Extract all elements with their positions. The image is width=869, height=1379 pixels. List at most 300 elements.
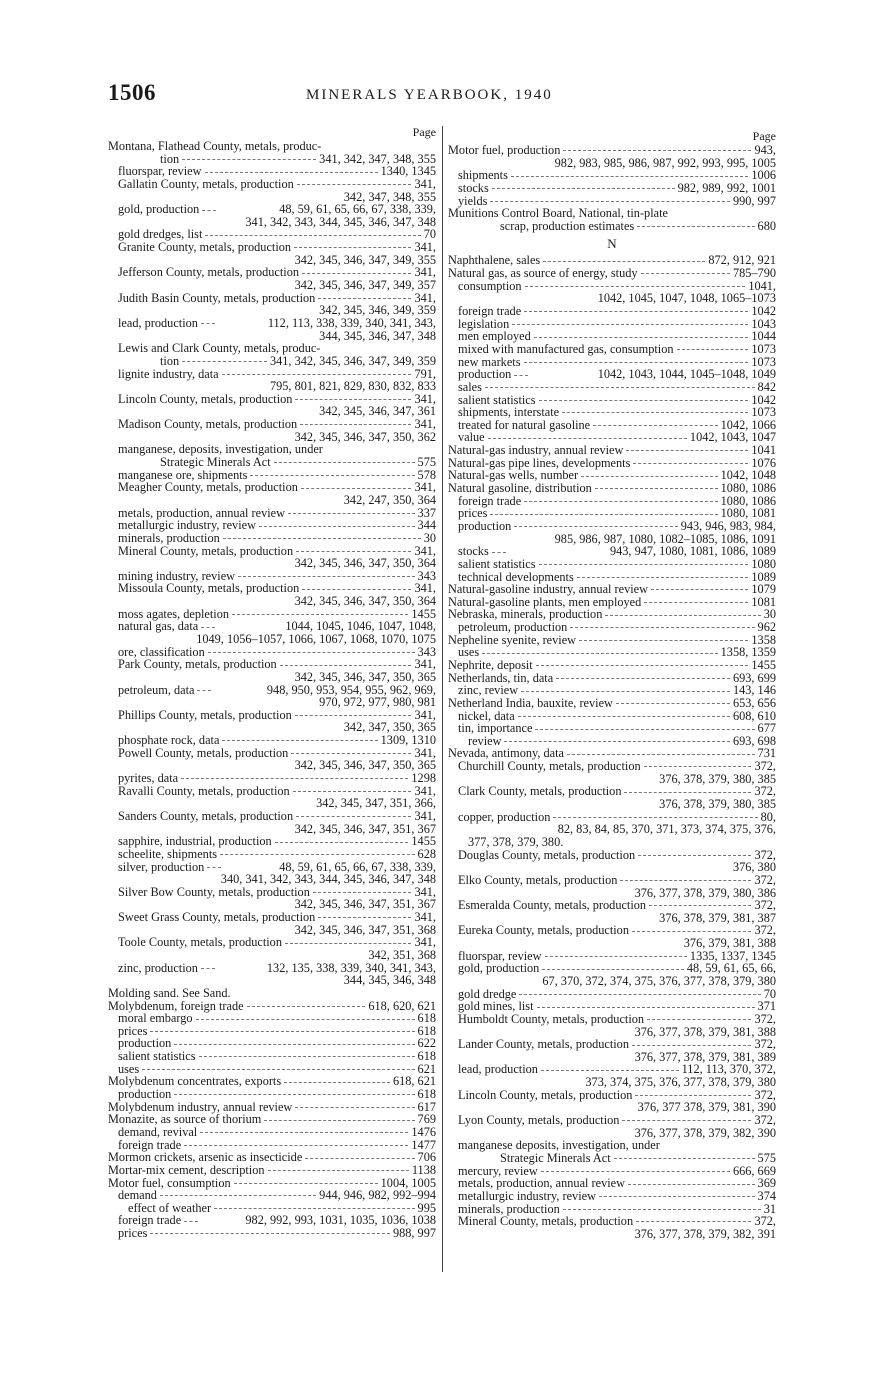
entry-term: Motor fuel, consumption	[108, 1175, 231, 1190]
entry-term: legislation	[458, 316, 510, 331]
page-references: 1138	[411, 1162, 436, 1177]
entry-term: Molybdenum concentrates, exports	[108, 1074, 282, 1089]
page-references-continued: 344, 345, 346, 347, 348	[319, 328, 436, 343]
page-references: 1089	[751, 569, 776, 584]
dot-leader	[511, 175, 749, 177]
index-entry	[448, 1139, 776, 1152]
dot-leader	[205, 171, 378, 173]
page-references-continued: 1049, 1056–1057, 1066, 1067, 1068, 1070, 1075	[196, 631, 436, 646]
dot-leader	[534, 336, 749, 338]
entry-term: Granite County, metals, production	[118, 240, 292, 255]
entry-term: manganese ore, shipments	[118, 467, 248, 482]
entry-term: Madison County, metals, production	[118, 417, 298, 432]
index-entry	[108, 987, 436, 1000]
page-references: 132, 135, 338, 339, 340, 341, 343,	[266, 960, 436, 975]
page-references: 578	[417, 467, 436, 482]
page-references-continued: 340, 341, 342, 343, 344, 345, 346, 347, 348	[220, 872, 436, 887]
page-references: 842	[757, 379, 776, 394]
entry-term: Natural gas, as source of energy, study	[448, 266, 638, 281]
page-references: 1298	[411, 771, 436, 786]
index-entry	[448, 545, 776, 558]
page-references: 990, 997	[732, 193, 776, 208]
page-references: 1041,	[748, 278, 776, 293]
dot-leader	[620, 879, 751, 881]
page-references: 1477	[411, 1137, 436, 1152]
dot-leader	[302, 588, 411, 590]
index-entry	[448, 899, 776, 912]
dot-leader	[201, 322, 215, 324]
page-references: 628	[417, 846, 436, 861]
entry-term: gold, production	[118, 202, 200, 217]
entry-term: lead, production	[458, 1062, 538, 1077]
entry-term: nickel, data	[458, 708, 515, 723]
page-references: 1042, 1043, 1047	[689, 430, 776, 445]
page-references: 706	[417, 1150, 436, 1165]
index-entry	[448, 343, 776, 356]
dot-leader	[223, 537, 421, 539]
index-entry	[108, 1227, 436, 1240]
entry-term: Naphthalene, sales	[448, 253, 541, 268]
page-references: 341,	[414, 657, 436, 672]
dot-leader	[637, 225, 754, 227]
entry-term: Montana, Flathead County, metals, produc-	[108, 139, 322, 153]
page-references: 1080	[751, 556, 776, 571]
entry-term: technical developments	[458, 569, 574, 584]
page-references: 48, 59, 61, 65, 66, 67, 338, 339,	[279, 202, 436, 217]
dot-leader	[514, 374, 528, 376]
page-references-continued: 373, 374, 375, 376, 377, 378, 379, 380	[585, 1075, 776, 1090]
entry-term: Lincoln County, metals, production	[118, 391, 293, 406]
index-entry	[448, 1013, 776, 1026]
entry-term: shipments	[458, 168, 508, 183]
entry-term: Lander County, metals, production	[458, 1037, 629, 1052]
page-references: 621	[417, 1061, 436, 1076]
entry-term: metallurgic industry, review	[458, 1188, 596, 1203]
page-references: 617	[417, 1099, 436, 1114]
index-entry	[448, 381, 776, 394]
index-entry	[448, 144, 776, 157]
entry-term: Powell County, metals, production	[118, 745, 289, 760]
entry-term: production	[458, 367, 512, 382]
index-entry	[108, 911, 436, 924]
page-references-continued: 344, 345, 346, 348	[343, 973, 436, 988]
index-entry	[448, 220, 776, 233]
page-references: 341,	[414, 910, 436, 925]
entry-term: treated for natural gasoline	[458, 417, 591, 432]
dot-leader	[482, 652, 717, 654]
page-references: 1455	[411, 834, 436, 849]
dot-leader	[514, 525, 677, 527]
entry-term: Natural-gasoline plants, men employed	[448, 594, 642, 609]
index-entry	[108, 456, 436, 469]
entry-term: gold dredge	[458, 986, 517, 1001]
index-entry	[448, 621, 776, 634]
page-references: 769	[417, 1112, 436, 1127]
entry-term: prices	[118, 1023, 148, 1038]
page-references-continued: 342, 345, 346, 347, 350, 364	[294, 556, 436, 571]
entry-term: zinc, review	[458, 683, 519, 698]
page-references: 341,	[414, 808, 436, 823]
index-entry	[448, 874, 776, 887]
entry-term: new markets	[458, 354, 521, 369]
entry-term: Lyon County, metals, production	[458, 1113, 620, 1128]
dot-leader	[521, 690, 730, 692]
dot-leader	[301, 487, 412, 489]
dot-leader	[284, 1081, 390, 1083]
entry-term: demand, revival	[118, 1124, 198, 1139]
page-label: Page	[752, 129, 776, 143]
dot-leader	[485, 386, 755, 388]
page-references: 372,	[754, 1037, 776, 1052]
dot-leader	[182, 158, 316, 160]
page-references-continued: 376, 379, 381, 388	[683, 936, 776, 951]
page-references: 943,	[754, 143, 776, 157]
dot-leader	[160, 1194, 316, 1196]
dot-leader	[563, 1208, 761, 1210]
dot-leader	[295, 398, 411, 400]
page-references: 693, 698	[732, 733, 776, 748]
page-references: 791,	[414, 366, 436, 381]
entry-term: stocks	[458, 544, 489, 559]
dot-leader	[247, 1005, 366, 1007]
dot-leader	[280, 664, 412, 666]
section-letter: N	[607, 236, 617, 252]
entry-term: fluorspar, review	[118, 164, 202, 179]
entry-term: mining industry, review	[118, 568, 236, 583]
page-references-continued: 342, 345, 346, 347, 349, 357	[294, 278, 436, 293]
page-references: 1042	[751, 392, 776, 407]
index-entry	[448, 1190, 776, 1203]
entry-term: tion	[160, 151, 180, 166]
page-references: 653, 656	[732, 695, 776, 710]
page-references: 341,	[414, 176, 436, 191]
entry-term: Churchill County, metals, production	[458, 759, 641, 774]
entry-term: Mineral County, metals, production	[118, 543, 294, 558]
dot-leader	[222, 373, 412, 375]
page-references: 948, 950, 953, 954, 955, 962, 969,	[266, 682, 436, 697]
index-entry	[448, 659, 776, 672]
page-references: 666, 669	[732, 1163, 776, 1178]
entry-term: petroleum, production	[458, 620, 568, 635]
index-entry	[448, 836, 776, 849]
page-references: 1358	[751, 632, 776, 647]
dot-leader	[543, 260, 705, 262]
entry-term: natural gas, data	[118, 619, 199, 634]
index-entry	[448, 482, 776, 495]
page-references: 369	[757, 1176, 776, 1191]
index-entry	[108, 1088, 436, 1101]
page-references: 341,	[414, 265, 436, 280]
dot-leader	[579, 639, 748, 641]
entry-term: yields	[458, 193, 488, 208]
entry-term: Ravalli County, metals, production	[118, 783, 290, 798]
page-references: 1076	[751, 455, 776, 470]
dot-leader	[492, 187, 675, 189]
entry-term: Lincoln County, metals, production	[458, 1087, 633, 1102]
dot-leader	[563, 149, 751, 151]
entry-term: manganese, deposits, investigation, under	[118, 442, 323, 457]
entry-term: prices	[458, 506, 488, 521]
dot-leader	[488, 437, 687, 439]
page-references: 48, 59, 61, 65, 66, 67, 338, 339,	[279, 859, 436, 874]
page-references: 618	[417, 1011, 436, 1026]
page-references: 1006	[751, 168, 776, 183]
entry-term: Nephrite, deposit	[448, 657, 533, 672]
page-references: 343	[417, 568, 436, 583]
entry-term: scrap, production estimates	[500, 218, 635, 233]
dot-leader	[553, 816, 757, 818]
page-references: 341, 342, 347, 348, 355	[319, 151, 436, 166]
dot-leader	[581, 475, 718, 477]
dot-leader	[199, 1055, 415, 1057]
dot-leader	[232, 613, 408, 615]
dot-leader	[593, 424, 718, 426]
dot-leader	[541, 1069, 679, 1071]
dot-leader	[535, 728, 754, 730]
entry-term: Natural gasoline, distribution	[448, 481, 592, 496]
page-references-continued: 342, 345, 346, 347, 350, 365	[294, 758, 436, 773]
page-references: 30	[763, 607, 776, 622]
entry-term: sapphire, industrial, production	[118, 834, 272, 849]
page-references: 1079	[751, 582, 776, 597]
index-entry	[108, 241, 436, 254]
dot-leader	[636, 1220, 751, 1222]
index-entry	[448, 849, 776, 862]
entry-term: gold dredges, list	[118, 227, 203, 242]
dot-leader	[184, 1220, 198, 1222]
page-references: 372,	[754, 784, 776, 799]
dot-leader	[599, 1195, 755, 1197]
index-entry	[108, 317, 436, 330]
page-references: 1042, 1048	[720, 468, 776, 483]
index-entry	[448, 684, 776, 697]
page-references: 341,	[414, 543, 436, 558]
page-references: 677	[757, 721, 776, 736]
index-entry	[448, 1152, 776, 1165]
page-references: 1073	[751, 405, 776, 420]
page-references: 1004, 1005	[380, 1175, 436, 1190]
entry-term: lignite industry, data	[118, 366, 219, 381]
entry-term: Strategic Minerals Act	[500, 1150, 611, 1165]
page-references: 872, 912, 921	[708, 253, 776, 268]
dot-leader	[208, 651, 415, 653]
page-references-continued: 342, 351, 368	[368, 948, 436, 962]
page-references-continued: 376, 377 378, 379, 381, 390	[637, 1100, 776, 1115]
entry-term: moss agates, depletion	[118, 606, 229, 621]
dot-leader	[490, 513, 717, 515]
page-references-continued: 342, 345, 346, 347, 351, 367	[294, 897, 436, 912]
entry-term: value	[458, 430, 485, 445]
page-references: 618, 621	[392, 1074, 436, 1089]
page-references: 1041	[751, 443, 776, 458]
dot-leader	[202, 209, 216, 211]
dot-leader	[651, 588, 748, 590]
dot-leader	[174, 1093, 414, 1095]
dot-leader	[539, 563, 749, 565]
page-references-continued: 795, 801, 821, 829, 830, 832, 833	[269, 379, 436, 394]
page-references: 372,	[754, 1214, 776, 1229]
entry-term: salient statistics	[118, 1049, 196, 1064]
page-references: 371	[757, 999, 776, 1014]
page-references-continued: 342, 347, 348, 355	[343, 189, 436, 204]
entry-term: Sweet Grass County, metals, production	[118, 910, 316, 925]
dot-leader	[649, 904, 751, 906]
dot-leader	[512, 323, 748, 325]
entry-term: sales	[458, 379, 482, 394]
entry-term: consumption	[458, 278, 522, 293]
page-references: 372,	[754, 898, 776, 913]
page-references-continued: 376, 377, 378, 379, 380, 386	[634, 885, 776, 900]
page-references: 575	[757, 1150, 776, 1165]
page-references: 1358, 1359	[720, 645, 776, 660]
dot-leader	[184, 1144, 408, 1146]
entry-term: demand	[118, 1188, 157, 1203]
dot-leader	[207, 866, 221, 868]
index-column-right	[448, 128, 776, 1240]
index-entry	[108, 1050, 436, 1063]
index-entry	[448, 583, 776, 596]
index-entry	[448, 520, 776, 533]
index-entry	[108, 1151, 436, 1164]
entry-term: Natural-gas pipe lines, developments	[448, 455, 631, 470]
index-entry	[448, 1038, 776, 1051]
entry-term: copper, production	[458, 809, 551, 824]
dot-leader	[562, 411, 748, 413]
dot-leader	[174, 1043, 414, 1045]
page-references: 962	[757, 620, 776, 635]
page-references-continued: 342, 247, 350, 364	[343, 492, 436, 507]
page-references: 618, 620, 621	[368, 998, 436, 1013]
entry-term: Munitions Control Board, National, tin-plate	[448, 206, 668, 221]
entry-term: zinc, production	[118, 960, 198, 975]
index-entries-left	[108, 140, 436, 1240]
page-references: 1073	[751, 354, 776, 369]
page-references: 341,	[414, 935, 436, 950]
entry-term: Esmeralda County, metals, production	[458, 898, 647, 913]
index-entry	[448, 305, 776, 318]
page-references-continued: 342, 345, 346, 347, 361	[319, 404, 436, 419]
dot-leader	[490, 200, 730, 202]
page-references: 372,	[754, 923, 776, 938]
page-references: 341,	[414, 417, 436, 432]
page-references: 1080, 1086	[720, 493, 776, 508]
page-references: 1042	[751, 304, 776, 319]
index-entry	[108, 772, 436, 785]
dot-leader	[275, 841, 409, 843]
dot-leader	[259, 525, 415, 527]
dot-leader	[268, 1169, 409, 1171]
index-entry	[448, 722, 776, 735]
dot-leader	[181, 777, 408, 779]
index-entry	[108, 848, 436, 861]
dot-leader	[214, 1207, 414, 1209]
entry-term: review	[468, 733, 502, 748]
entry-term: uses	[118, 1061, 140, 1076]
entry-term: Natural-gasoline industry, annual review	[448, 582, 648, 597]
dot-leader	[624, 791, 751, 793]
page-references: 982, 992, 993, 1031, 1035, 1036, 1038	[245, 1213, 436, 1228]
page-references: 1080, 1086	[720, 481, 776, 496]
index-entry	[448, 182, 776, 195]
page-references: 372,	[754, 1113, 776, 1128]
entry-term: effect of weather	[128, 1200, 212, 1215]
index-entry	[448, 1177, 776, 1190]
page-references-continued: 342, 345, 346, 347, 350, 365	[294, 669, 436, 684]
dot-leader	[635, 1094, 751, 1096]
index-entry	[108, 1012, 436, 1025]
page-number: 1506	[108, 80, 156, 105]
entry-term: Molybdenum, foreign trade	[108, 998, 244, 1013]
page-references-continued: 342, 345, 346, 347, 350, 364	[294, 594, 436, 609]
entry-term: pyrites, data	[118, 771, 179, 786]
dot-leader	[626, 449, 748, 451]
index-entry	[448, 444, 776, 457]
entry-term: minerals, production	[118, 530, 220, 545]
entry-term: fluorspar, review	[458, 948, 542, 963]
index-entry	[108, 658, 436, 671]
page-references: 618	[417, 1049, 436, 1064]
dot-leader	[274, 461, 415, 463]
page-references-continued: 67, 370, 372, 374, 375, 376, 377, 378, 379, 380	[542, 974, 776, 988]
dot-leader	[238, 575, 415, 577]
index-entry	[108, 1189, 436, 1202]
entry-term: salient statistics	[458, 556, 536, 571]
page-references: 341,	[414, 391, 436, 406]
entry-term: Meagher County, metals, production	[118, 480, 298, 495]
dot-leader	[628, 1183, 755, 1185]
page-references: 1455	[411, 606, 436, 621]
dot-leader	[632, 930, 751, 932]
page-references-continued: 1042, 1045, 1047, 1048, 1065–1073	[597, 291, 776, 306]
dot-leader	[541, 1170, 730, 1172]
entry-term: Mormon crickets, arsenic as insecticide	[108, 1150, 303, 1165]
page-references: 1042, 1043, 1044, 1045–1048, 1049	[597, 367, 776, 382]
dot-leader	[570, 626, 754, 628]
dot-leader	[605, 614, 760, 616]
entry-term: Netherland India, bauxite, review	[448, 695, 613, 710]
entry-term: foreign trade	[118, 1213, 182, 1228]
entry-term: lead, production	[118, 315, 198, 330]
entry-term: prices	[118, 1226, 148, 1241]
entry-term: Nepheline syenite, review	[448, 632, 577, 647]
dot-leader	[622, 1119, 751, 1121]
page-references-continued: 376, 378, 379, 380, 385	[659, 771, 776, 786]
page-references: 341,	[414, 290, 436, 305]
dot-leader	[197, 689, 211, 691]
page-references-continued: 982, 983, 985, 986, 987, 992, 993, 995, 1005	[554, 155, 776, 170]
page-references-continued: 82, 83, 84, 85, 370, 371, 373, 374, 375, 376,	[557, 822, 776, 837]
page-references: 31	[763, 1201, 776, 1216]
page-references: 1073	[751, 341, 776, 356]
page-references: 1042, 1066	[720, 417, 776, 432]
entry-term: Natural-gas wells, number	[448, 468, 579, 483]
entry-term: Gallatin County, metals, production	[118, 176, 294, 191]
page-references: 731	[757, 746, 776, 761]
dot-leader	[201, 967, 215, 969]
entry-term: Eureka County, metals, production	[458, 923, 629, 938]
index-entry	[108, 734, 436, 747]
dot-leader	[519, 993, 760, 995]
index-entry	[448, 558, 776, 571]
entry-term: Judith Basin County, metals, production	[118, 290, 316, 305]
entry-term: Lewis and Clark County, metals, produc-	[118, 341, 321, 356]
page-references: 372,	[754, 1011, 776, 1026]
dot-leader	[524, 310, 748, 312]
dot-leader	[525, 285, 746, 287]
page-references: 30	[423, 530, 436, 545]
page-references: 372,	[754, 847, 776, 862]
entry-term: Missoula County, metals, production	[118, 581, 300, 596]
